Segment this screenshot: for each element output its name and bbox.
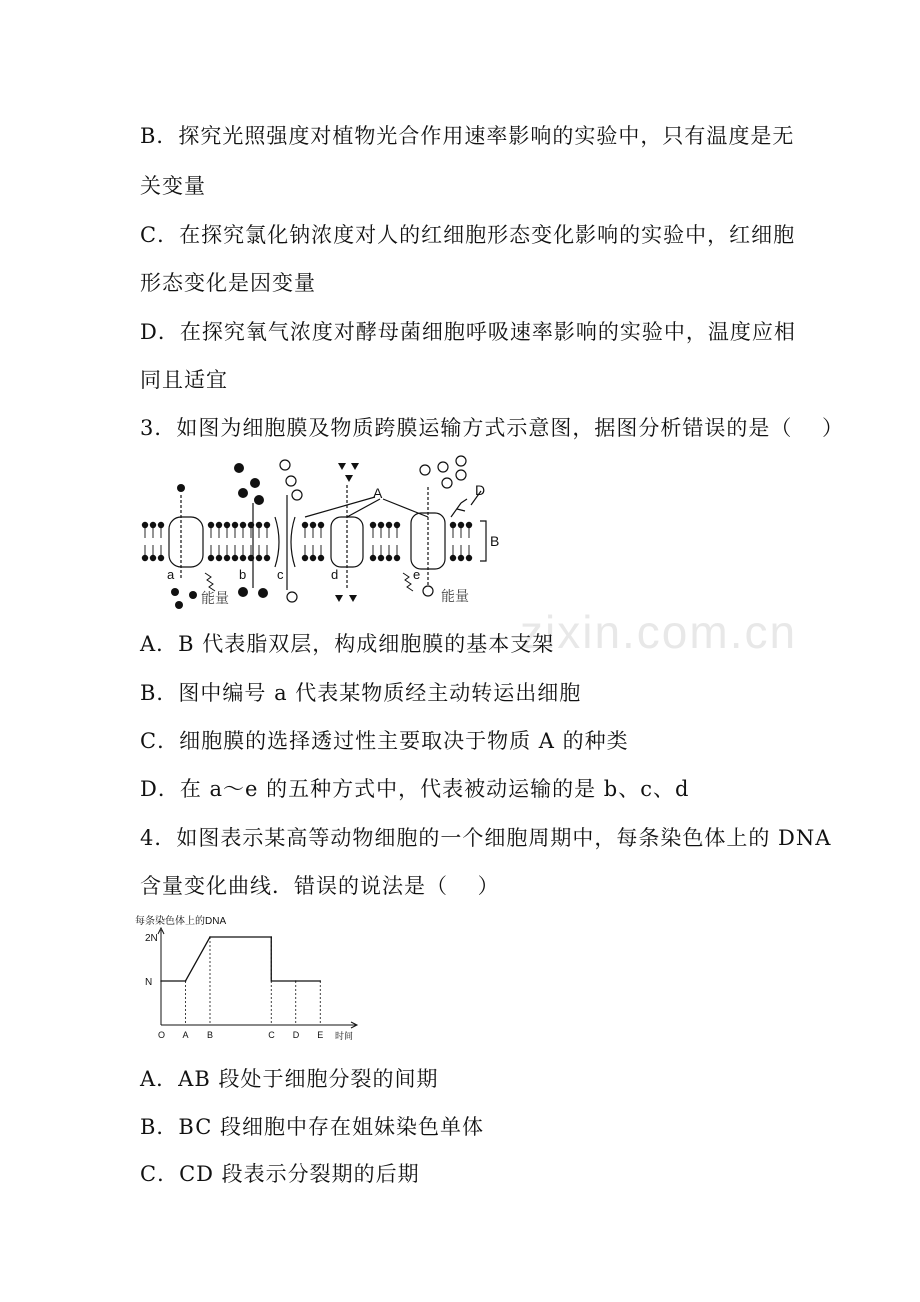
option-b-text-line1: B．探究光照强度对植物光合作用速率影响的实验中，只有温度是无 [140, 124, 795, 148]
dna-content-chart [135, 912, 375, 1052]
energy-label-left: 能量 [201, 590, 229, 606]
option-d-text-line2: 同且适宜 [140, 368, 228, 392]
x-tick-label: B [207, 1030, 214, 1040]
x-tick-label: C [268, 1030, 275, 1040]
label-B: B [490, 533, 500, 549]
data-point [319, 980, 321, 982]
x-tick-label: E [317, 1030, 324, 1040]
question-3-option-c: C．细胞膜的选择透过性主要取决于物质 A 的种类 [140, 729, 629, 753]
label-D: D [475, 482, 486, 498]
data-point [185, 980, 187, 982]
data-point [270, 936, 272, 938]
label-b: b [239, 567, 247, 582]
data-point [160, 980, 162, 982]
question-3-option-a: A．B 代表脂双层，构成细胞膜的基本支架 [140, 632, 555, 656]
option-b-text-line2: 关变量 [140, 174, 206, 198]
option-c-text-line2: 形态变化是因变量 [140, 271, 316, 295]
watermark: zixin.com.cn [520, 606, 798, 658]
label-a: a [167, 567, 175, 582]
label-A: A [373, 485, 383, 501]
membrane-transport-figure [135, 455, 510, 610]
question-4-option-c: C．CD 段表示分裂期的后期 [140, 1162, 420, 1186]
data-point [295, 980, 297, 982]
dna-series-line [161, 937, 320, 981]
label-e: e [413, 567, 421, 582]
question-4-option-b: B．BC 段细胞中存在姐妹染色单体 [140, 1115, 484, 1139]
energy-label-right: 能量 [441, 588, 469, 604]
y-tick-label: 2N [145, 933, 158, 944]
x-tick-label: D [292, 1030, 300, 1040]
question-4-option-a: A．AB 段处于细胞分裂的间期 [140, 1067, 439, 1091]
question-3-option-b: B．图中编号 a 代表某物质经主动转运出细胞 [140, 681, 582, 705]
carrier-protein-a [169, 517, 203, 567]
label-c: c [277, 567, 284, 582]
x-axis-label: 时间 [335, 1031, 354, 1041]
y-tick-label: N [145, 977, 153, 988]
question-3-option-d: D．在 a～e 的五种方式中，代表被动运输的是 b、c、d [140, 777, 690, 801]
question-4-stem-line1: 4．如图表示某高等动物细胞的一个细胞周期中，每条染色体上的 DNA [140, 826, 832, 850]
option-d-text-line1: D．在探究氧气浓度对酵母菌细胞呼吸速率影响的实验中，温度应相 [140, 320, 796, 344]
label-d: d [331, 567, 339, 582]
option-c-text-line1: C．在探究氯化钠浓度对人的红细胞形态变化影响的实验中，红细胞 [140, 223, 796, 247]
chart-title: 每条染色体上的DNA [135, 916, 227, 927]
x-tick-label: A [182, 1030, 189, 1040]
channel-protein-c [275, 517, 295, 567]
question-3-stem: 3．如图为细胞膜及物质跨膜运输方式示意图，据图分析错误的是（ ） [140, 416, 845, 440]
question-4-stem-line2: 含量变化曲线．错误的说法是（ ） [140, 874, 500, 898]
data-point [209, 936, 211, 938]
carrier-protein-e [411, 513, 445, 569]
x-tick-label: O [158, 1030, 166, 1040]
